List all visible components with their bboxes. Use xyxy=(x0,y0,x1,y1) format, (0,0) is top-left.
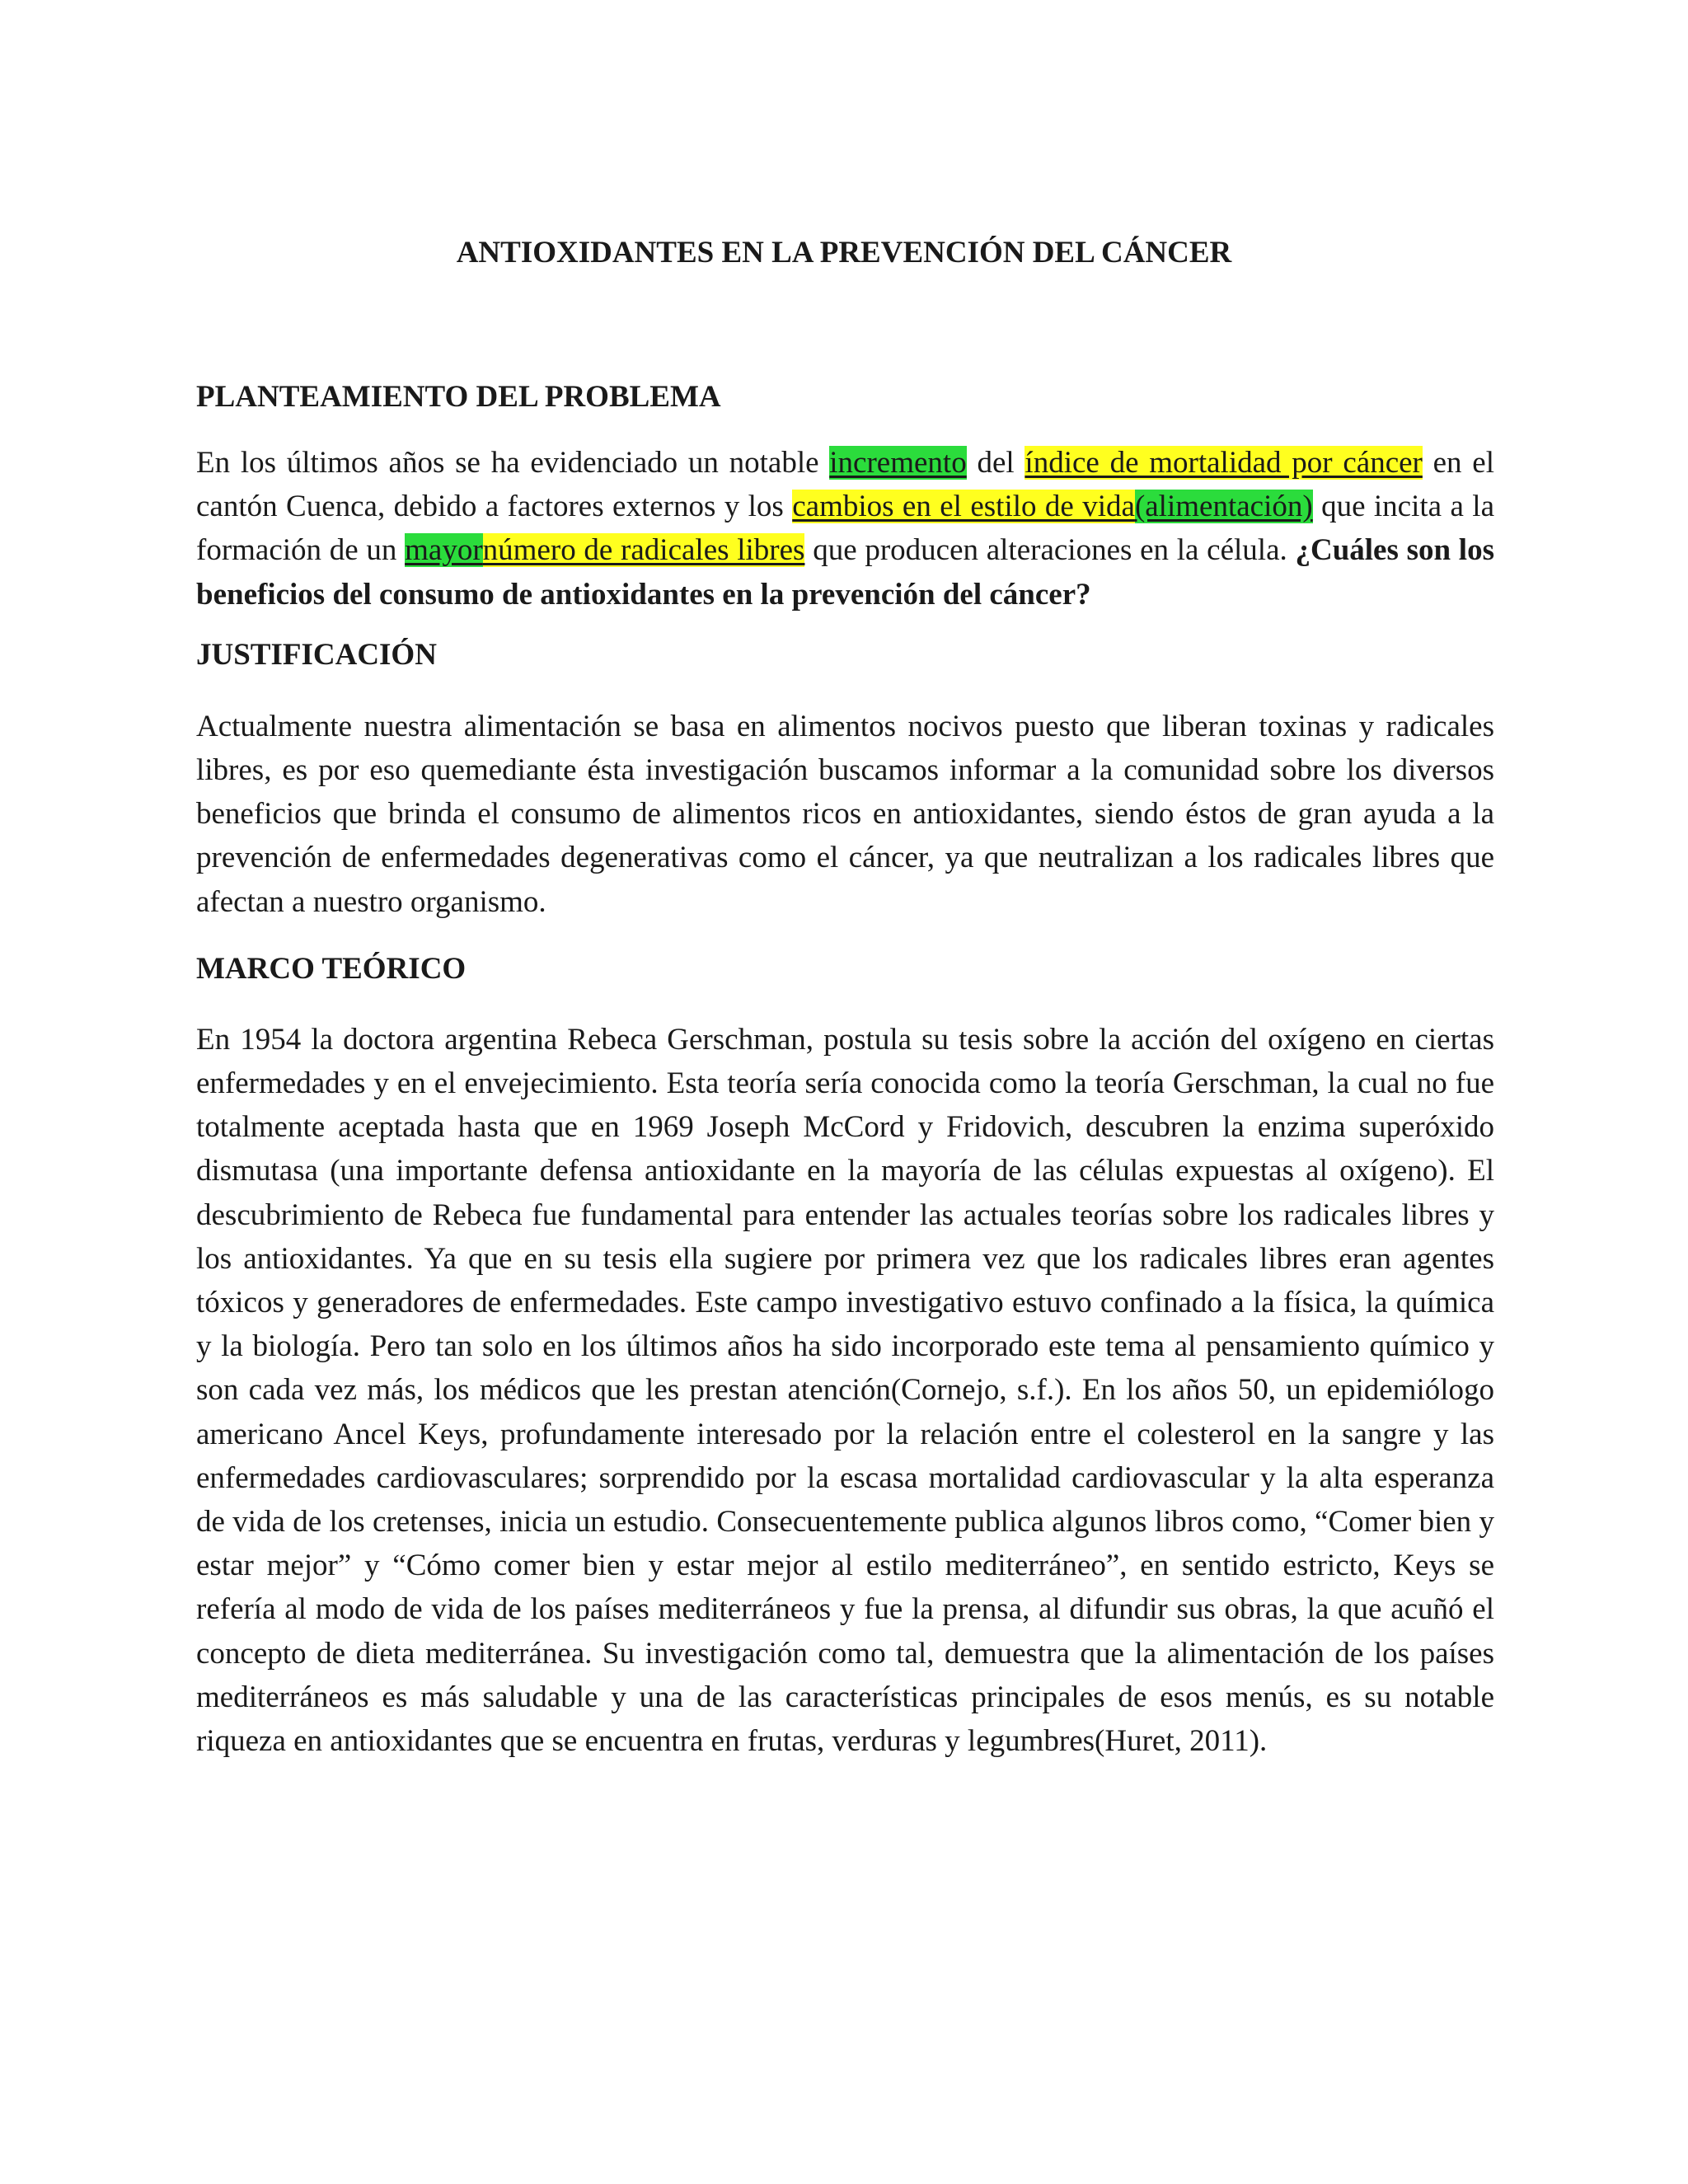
document-body xyxy=(196,375,1494,1763)
highlight-numero: número de radicales libres xyxy=(482,533,805,568)
highlight-indice: índice de mortalidad por cáncer xyxy=(1025,446,1423,480)
framework-paragraph: En 1954 la doctora argentina Rebeca Gerschman, postula su tesis sobre la acción del oxígeno en ciertas enfermedades y en el envejecimiento. Esta teoría sería conocida como la teoría Gerschman, la cual no fue totalmente aceptada hasta que en 1969 Joseph McCord y Fridovich, descubren la enzima superóxido dismutasa (una importante defensa antioxidante en la mayoría de las células expuestas al oxígeno). El descubrimiento de Rebeca fue fundamental para entender las actuales teorías sobre los radicales libres y los antioxidantes. Ya que en su tesis ella sugiere por primera vez que los radicales libres eran agentes tóxicos y generadores de enfermedades. Este campo investigativo estuvo confinado a la física, la química y la biología. Pero tan solo en los últimos años ha sido incorporado este tema al pensamiento químico y son cada vez más, los médicos que les prestan atención(Cornejo, s.f.). En los años 50, un epidemiólogo americano Ancel Keys, profundamente interesado por la relación entre el colesterol en la sangre y las enfermedades cardiovasculares; sorprendido por la escasa mortalidad cardiovascular y la alta esperanza de vida de los cretenses, inicia un estudio. Consecuentemente publica algunos libros como, “Comer bien y estar mejor” y “Cómo comer bien y estar mejor al estilo mediterráneo”, en sentido estricto, Keys se refería al modo de vida de los países mediterráneos y fue la prensa, al difundir sus obras, la que acuñó el concepto de dieta mediterránea. Su investigación como tal, demuestra que la alimentación de los países mediterráneos es más saludable y una de las características principales de esos menús, es su notable riqueza en antioxidantes que se encuentra en frutas, verduras y legumbres(Huret, 2011). xyxy=(196,1022,1494,1759)
problem-text-3: en el cantón Cuenca, debido a factores externos y los xyxy=(196,446,1494,524)
justification-heading: JUSTIFICACIÓN xyxy=(196,637,437,672)
highlight-incremento: incremento xyxy=(829,446,967,480)
research-question: ¿Cuáles son los beneficios del consumo de antioxidantes en la prevención del cáncer? xyxy=(196,533,1494,612)
problem-text-1: En los últimos años se ha evidenciado un notable xyxy=(196,446,830,480)
highlight-cambios: cambios en el estilo de vida xyxy=(792,490,1135,524)
justification-paragraph: Actualmente nuestra alimentación se basa en alimentos nocivos puesto que liberan toxinas y radicales libres, es por eso quemediante ésta investigación buscamos informar a la comunidad sobre los diversos beneficios que brinda el consumo de alimentos ricos en antioxidantes, siendo éstos de gran ayuda a la prevención de enfermedades degenerativas como el cáncer, ya que neutralizan a los radicales libres que afectan a nuestro organismo. xyxy=(196,709,1494,919)
problem-heading: PLANTEAMIENTO DEL PROBLEMA xyxy=(196,380,721,414)
problem-text-4: que incita a la formación de un xyxy=(196,490,1494,568)
problem-text-5: que producen alteraciones en la célula. xyxy=(804,533,1296,568)
document-title: ANTIOXIDANTES EN LA PREVENCIÓN DEL CÁNCER xyxy=(456,236,1232,269)
highlight-alimentacion: (alimentación) xyxy=(1134,490,1313,524)
framework-heading: MARCO TEÓRICO xyxy=(196,951,467,986)
problem-paragraph xyxy=(196,441,1494,616)
highlight-mayor: mayor xyxy=(405,533,483,568)
problem-text-2: del xyxy=(966,446,1025,480)
